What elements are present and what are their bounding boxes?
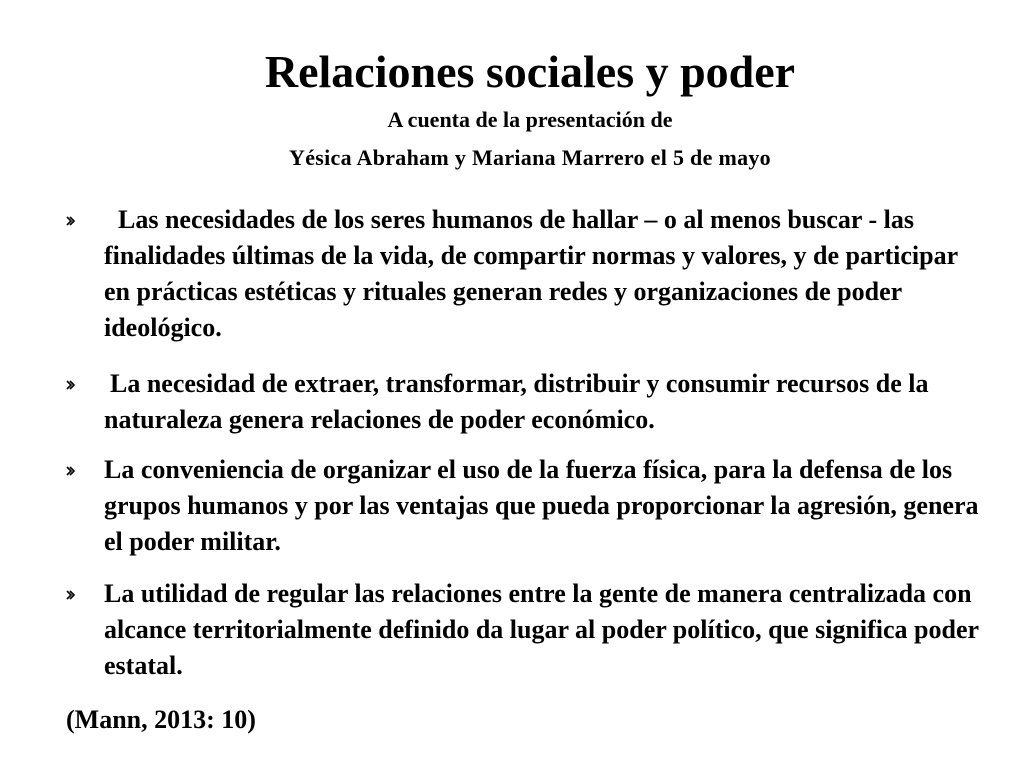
bullet-text: La necesidad de extraer, transformar, distribuir y consumir recursos de la naturaleza genera relaciones de poder económico. [104, 369, 929, 434]
bullet-text: La conveniencia de organizar el uso de la fuerza física, para la defensa de los grupos humanos y por las ventajas que pueda proporcionar la agresión, genera el poder militar. [104, 455, 979, 556]
slide-title: Relaciones sociales y poder [264, 46, 796, 97]
bullet-item [104, 202, 984, 346]
presenters-text: Yésica Abraham y Mariana Marrero el 5 de mayo [289, 145, 771, 170]
bullet-text: La utilidad de regular las relaciones entre la gente de manera centralizada con alcance territorialmente definido da lugar al poder político, que significa poder estatal. [104, 579, 979, 680]
chevron-right-icon [66, 380, 76, 390]
chevron-right-icon [66, 216, 76, 226]
chevron-right-icon [66, 590, 76, 600]
citation: (Mann, 2013: 10) [66, 705, 256, 734]
bullet-item [104, 576, 984, 684]
slide-subtitle-line-1: A cuenta de la presentación de [387, 107, 673, 132]
bullet-text: Las necesidades de los seres humanos de hallar – o al menos buscar - las finalidades últimas de la vida, de compartir normas y valores, y de participar en prácticas estéticas y rituales generan redes y organizaciones de poder ideológico. [104, 205, 958, 342]
bullet-item [104, 452, 984, 560]
bullet-item [104, 366, 984, 438]
chevron-right-icon [66, 466, 76, 476]
slide-subtitle-line-2 [0, 144, 1024, 172]
